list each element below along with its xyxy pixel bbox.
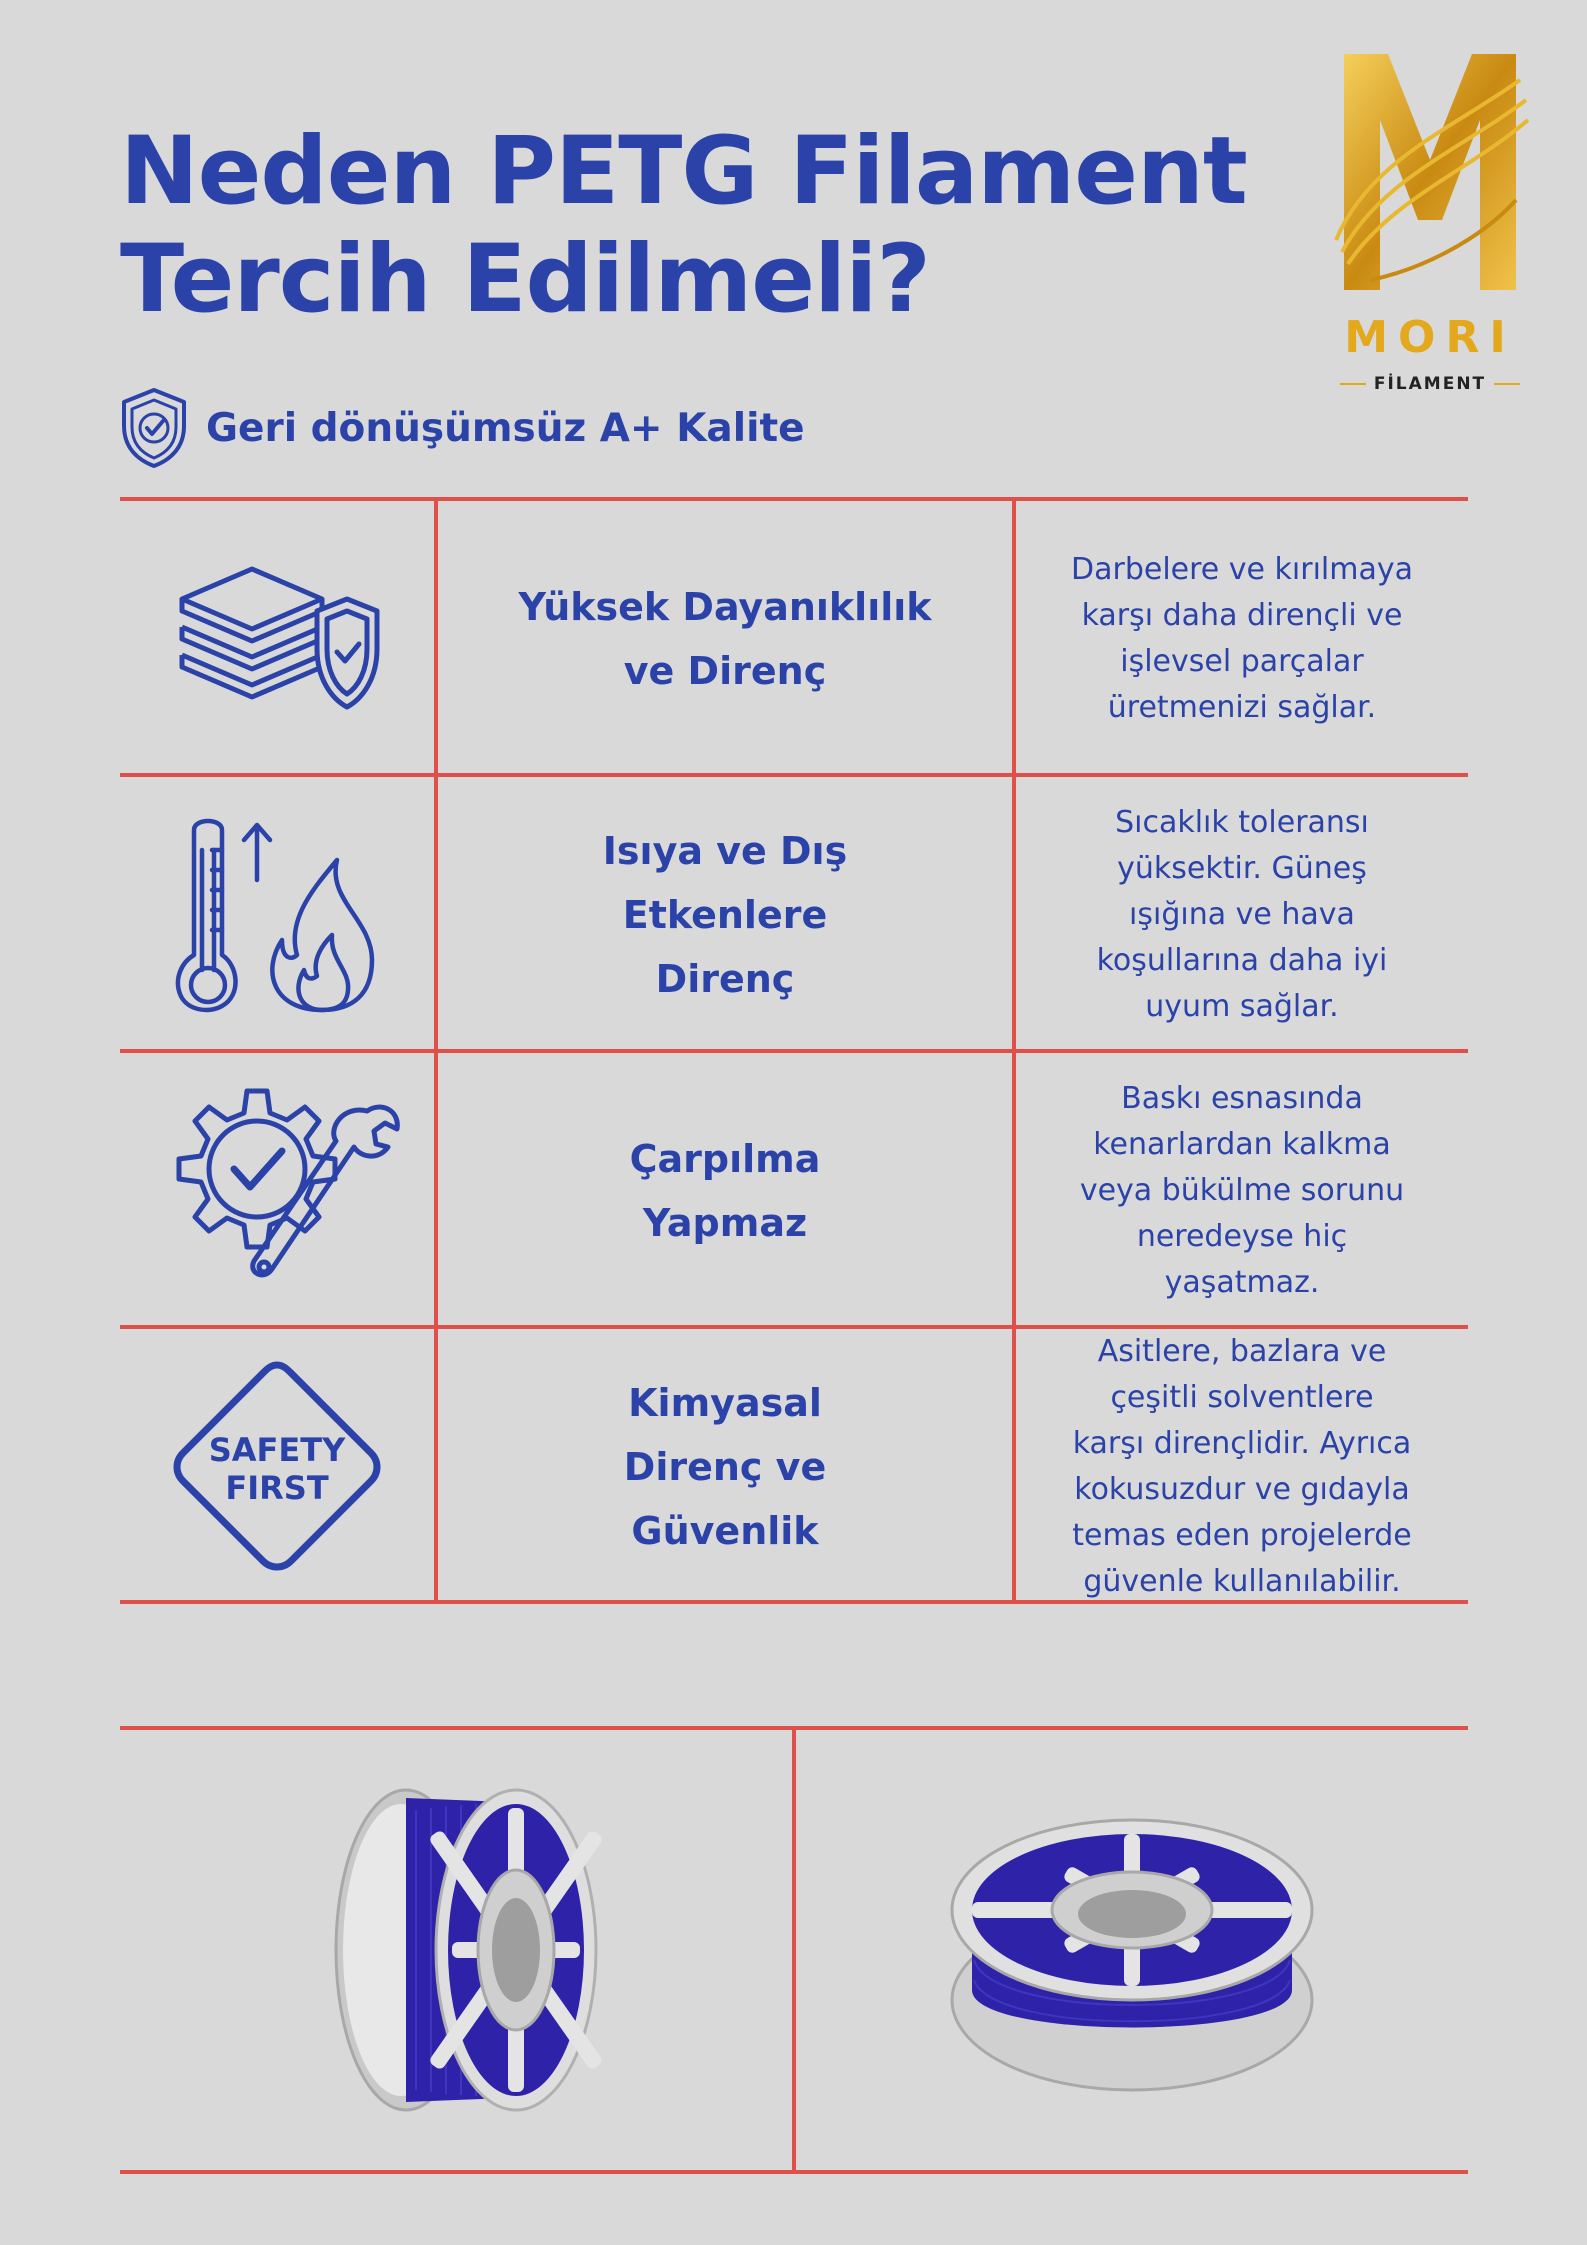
brand-logo <box>1330 40 1530 394</box>
feature-description: Sıcaklık toleransı yüksektir. Güneş ışığına ve hava koşullarına daha iyi uyum sağlar. <box>1096 805 1388 1024</box>
feature-description: Asitlere, bazlara ve çeşitli solventlere karşı dirençlidir. Ayrıca kokusuzdur ve gıdayla temas eden projelerde güvenle kullanılabilir. <box>1072 1334 1412 1599</box>
safety-first-sign-icon <box>167 1357 387 1577</box>
thermometer-flame-icon <box>172 810 382 1020</box>
feature-title: Yüksek Dayanıklılık ve Direnç <box>518 585 932 693</box>
safety-sign-text-line-2: FIRST <box>225 1469 329 1507</box>
feature-description-cell <box>1016 501 1468 777</box>
logo-subtitle: FİLAMENT <box>1330 374 1530 394</box>
product-images <box>120 1726 1468 2174</box>
quality-badge <box>118 386 805 470</box>
feature-description: Darbelere ve kırılmaya karşı daha dirençli ve işlevsel parçalar üretmenizi sağlar. <box>1071 552 1413 725</box>
feature-icon-cell <box>120 1053 434 1329</box>
feature-title: Isıya ve Dış Etkenlere Direnç <box>602 829 848 1001</box>
feature-title-cell <box>438 1053 1012 1329</box>
feature-description-cell <box>1016 1329 1468 1605</box>
safety-sign-text-line-1: SAFETY <box>208 1431 346 1469</box>
feature-description-cell <box>1016 777 1468 1053</box>
page-title-line-2: Tercih Edilmeli? <box>120 225 930 334</box>
feature-title-cell <box>438 501 1012 777</box>
feature-title-cell <box>438 777 1012 1053</box>
layers-shield-icon <box>172 549 382 729</box>
table-row <box>120 501 1468 777</box>
feature-icon-cell <box>120 1329 434 1605</box>
table-row <box>120 1329 1468 1605</box>
filament-spool-top-view <box>932 1790 1332 2110</box>
filament-spool-side-view <box>276 1780 636 2120</box>
feature-description: Baskı esnasında kenarlardan kalkma veya bükülme sorunu neredeyse hiç yaşatmaz. <box>1079 1081 1405 1300</box>
feature-description-cell <box>1016 1053 1468 1329</box>
feature-title: Kimyasal Direnç ve Güvenlik <box>623 1381 827 1553</box>
page-title-line-1: Neden PETG Filament <box>120 117 1247 226</box>
table-row <box>120 777 1468 1053</box>
feature-title-cell <box>438 1329 1012 1605</box>
mori-monogram-icon <box>1330 40 1530 310</box>
feature-icon-cell <box>120 501 434 777</box>
product-image-top <box>796 1726 1468 2174</box>
gear-check-wrench-icon <box>152 1081 402 1301</box>
feature-icon-cell <box>120 777 434 1053</box>
product-image-side <box>120 1726 792 2174</box>
quality-label: Geri dönüşümsüz A+ Kalite <box>206 405 805 451</box>
page-title <box>120 118 1247 334</box>
shield-check-icon <box>118 386 190 470</box>
features-table <box>120 497 1468 1604</box>
feature-title: Çarpılma Yapmaz <box>629 1137 821 1245</box>
table-row <box>120 1053 1468 1329</box>
logo-wordmark: MORI <box>1344 312 1516 363</box>
